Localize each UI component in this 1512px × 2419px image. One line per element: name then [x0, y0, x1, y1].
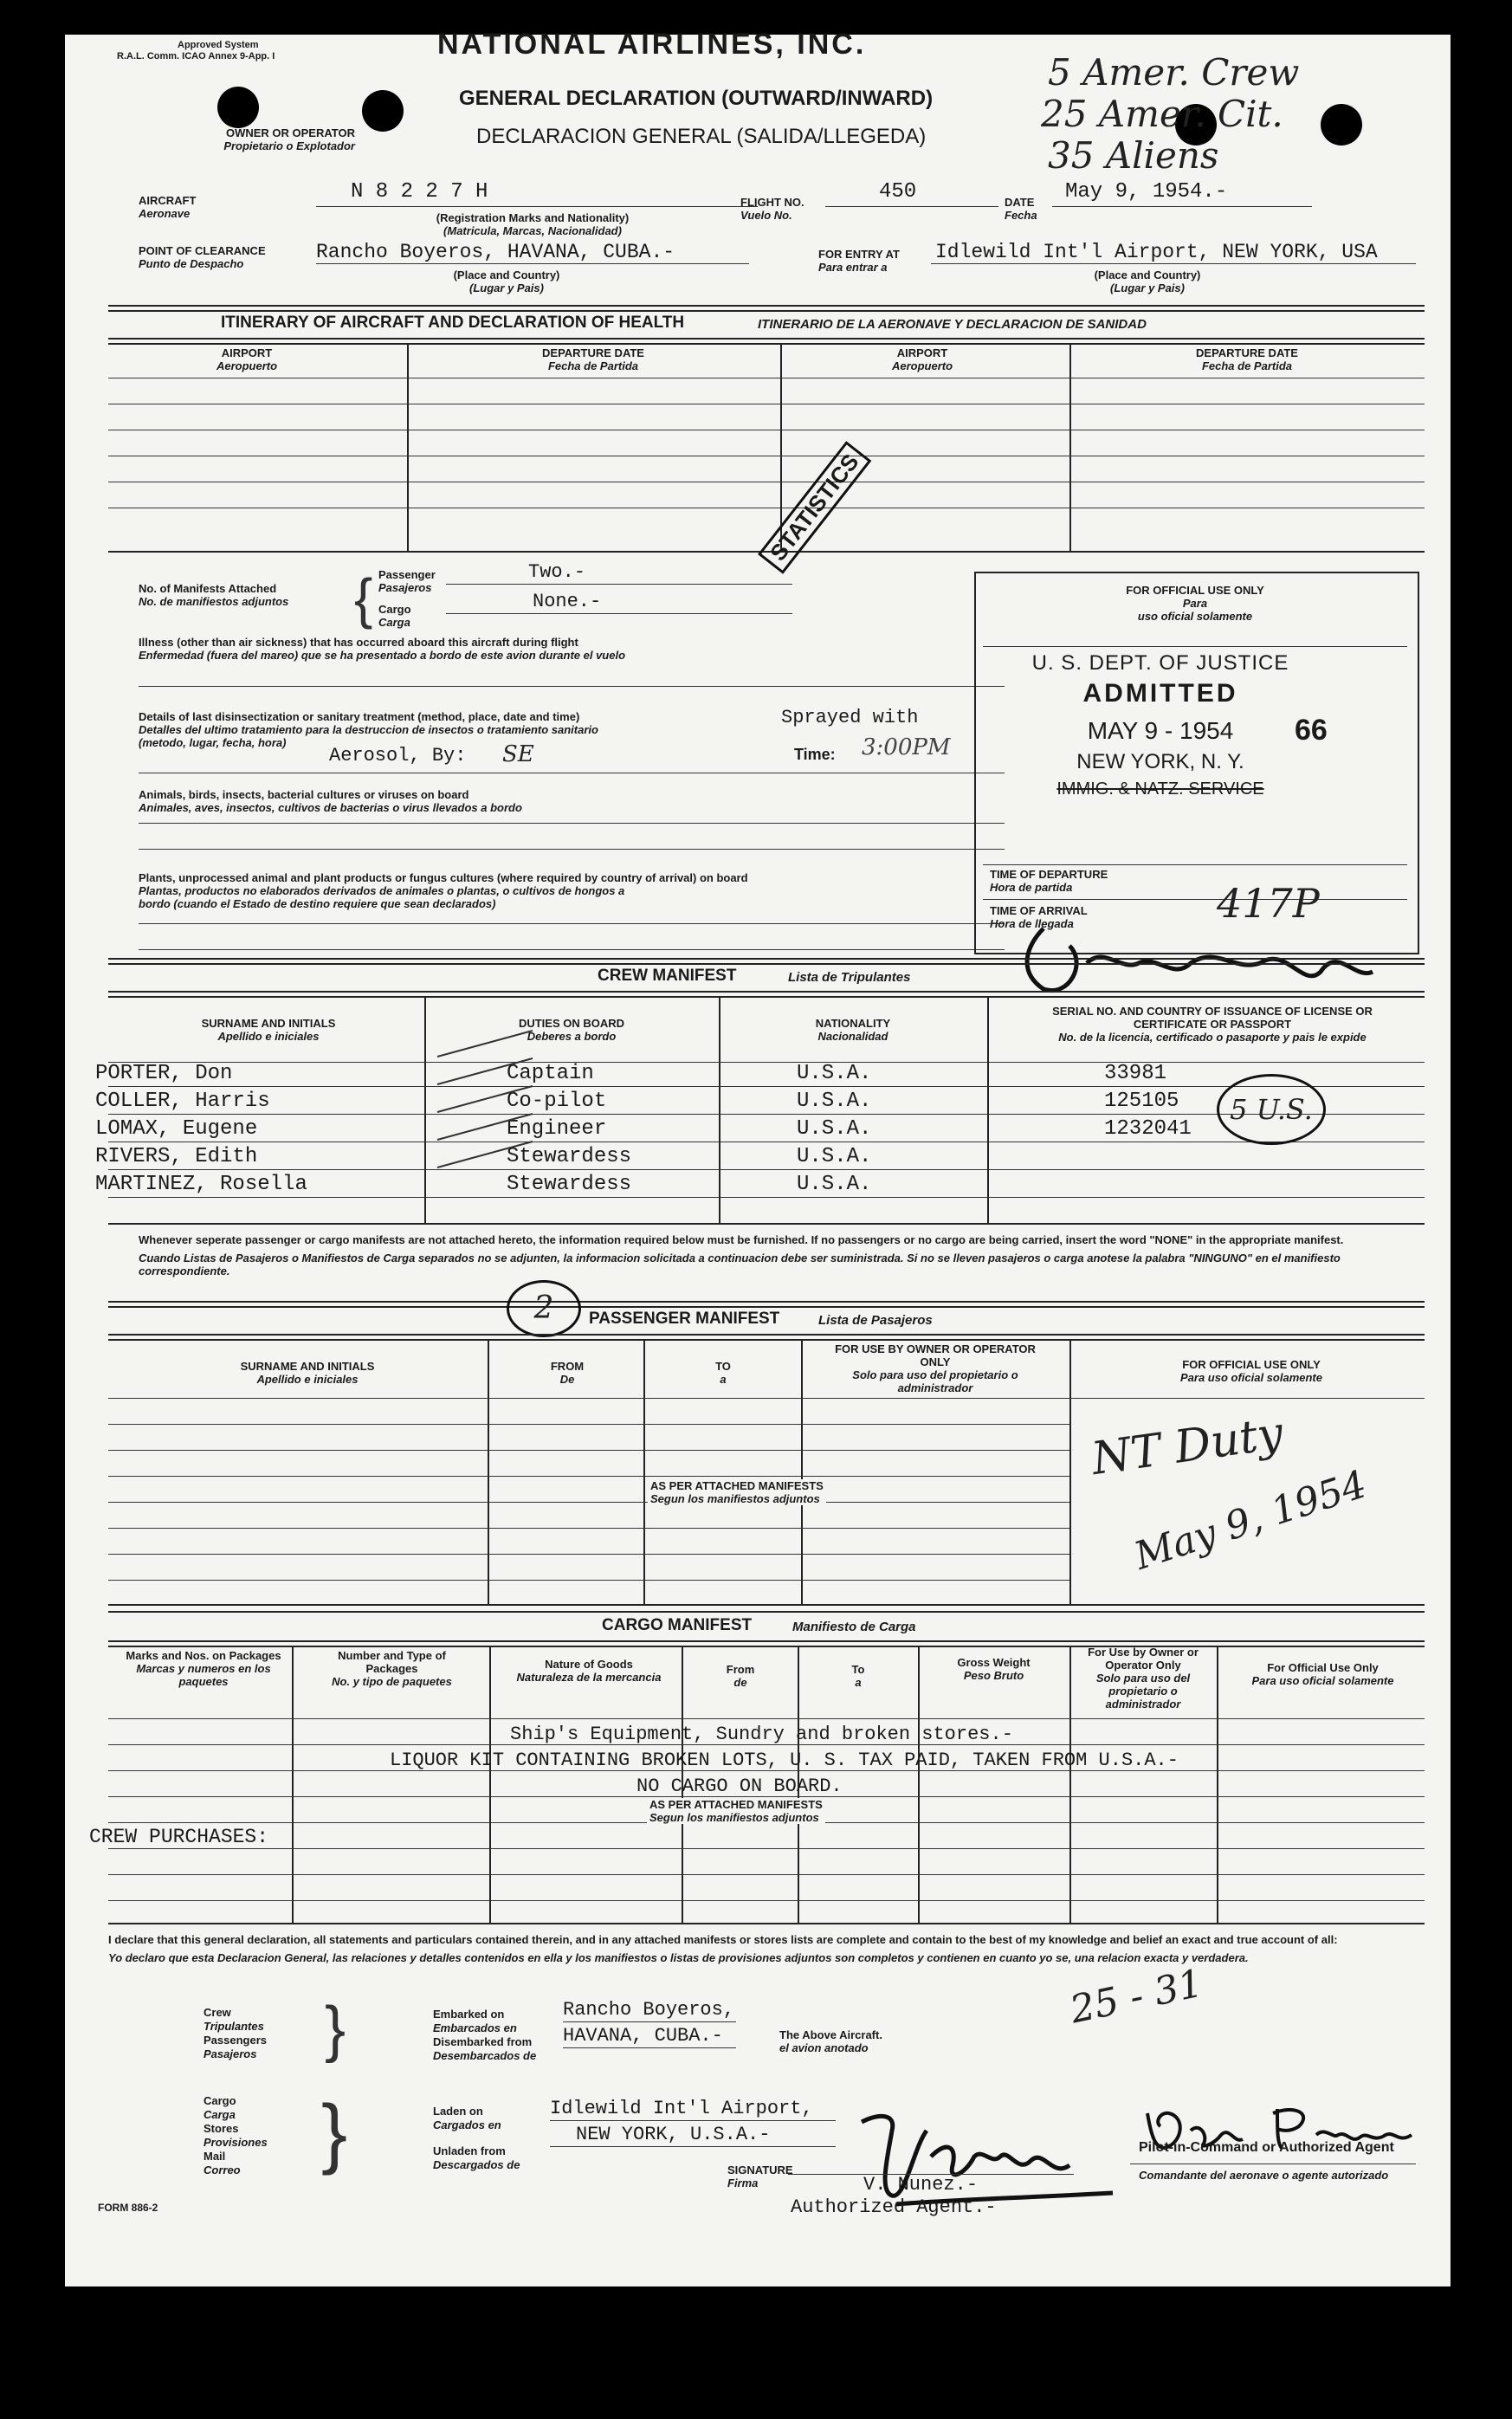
approval-line: Approved System: [178, 40, 259, 50]
col-label-es: a: [720, 1373, 727, 1386]
declaration-en: I declare that this general declaration, all statements and particulars contained therein, and in any attached manifests or stores lists are complete and contain to the best of my knowledge and belief an exact and true account of all:: [108, 1933, 1338, 1946]
crew-purchases: CREW PURCHASES:: [89, 1826, 269, 1848]
statistics-stamp: STATISTICS: [758, 441, 871, 573]
disinsect-method: Aerosol, By:: [329, 745, 467, 766]
passenger-label-en: Passenger: [378, 568, 436, 581]
punch-hole: [217, 87, 259, 128]
registration-note-en: (Registration Marks and Nationality): [436, 211, 630, 224]
annotation-line: 5 Amer. Crew: [1048, 51, 1300, 94]
official-duty-note: NT Duty: [1088, 1407, 1287, 1486]
crew-duty: Captain: [507, 1062, 594, 1085]
crew-check-marks: [429, 1022, 550, 1178]
itinerary-heading-es: ITINERARIO DE LA AERONAVE Y DECLARACION DE SANIDAD: [758, 317, 1147, 332]
cargo-label-en: Cargo: [378, 603, 411, 616]
departure-label-es: Hora de partida: [990, 881, 1073, 894]
crew-name: MARTINEZ, Rosella: [95, 1173, 307, 1196]
passenger-manifests-value: Two.-: [528, 561, 586, 583]
owner-label-en: OWNER OR OPERATOR: [225, 126, 355, 139]
pilot-label: Pilot-in-Command or Authorized Agent: [1139, 2140, 1394, 2155]
col-label: AIRPORT: [896, 346, 948, 359]
manifests-label-en: No. of Manifests Attached: [139, 582, 277, 595]
company-name: NATIONAL AIRLINES, INC.: [437, 28, 867, 61]
passenger-attached-note: [648, 1479, 826, 1505]
col-label: TO: [715, 1360, 731, 1373]
cargo-heading: CARGO MANIFEST: [602, 1616, 753, 1634]
laden-line: NEW YORK, U.S.A.-: [576, 2124, 771, 2145]
clearance-label-en: POINT OF CLEARANCE: [139, 244, 266, 257]
group-label: Carga: [204, 2108, 236, 2121]
col-label: DEPARTURE DATE: [1196, 346, 1298, 359]
pass-col-to: [680, 1360, 766, 1386]
disinsect-by: SE: [502, 741, 534, 767]
disinsect-value: Sprayed with: [781, 707, 919, 728]
animals-label: [139, 788, 522, 814]
flight-no-value: 450: [879, 180, 917, 204]
col-label-es: Fecha de Partida: [547, 359, 639, 372]
illness-label-en: Illness (other than air sickness) that has occurred aboard this aircraft during flight: [139, 636, 578, 649]
col-label-es: Solo para uso del propietario o administrador: [1095, 1672, 1191, 1711]
signature-label: [727, 2164, 793, 2189]
itin-col-departure-2: [1169, 346, 1325, 372]
embarked-es: Embarcados en: [433, 2021, 517, 2034]
official-heading-en: FOR OFFICIAL USE ONLY: [1126, 584, 1264, 597]
owner-label: [117, 126, 355, 152]
aircraft-label-en: AIRCRAFT: [139, 194, 197, 207]
arrival-value: 417P: [1217, 880, 1320, 927]
departure-label: [990, 868, 1108, 894]
animals-label-en: Animals, birds, insects, bacterial cultures or viruses on board: [139, 788, 469, 801]
col-label-es: Apellido e iniciales: [217, 1030, 320, 1043]
signature-label-en: SIGNATURE: [727, 2164, 793, 2176]
col-label: DUTIES ON BOARD: [518, 1017, 625, 1030]
brace-icon: }: [321, 2090, 348, 2176]
laden-es: Cargados en: [433, 2118, 501, 2131]
col-label-es: Para uso oficial solamente: [1179, 1371, 1322, 1384]
pass-col-owner: [827, 1342, 1044, 1394]
departure-label-en: TIME OF DEPARTURE: [990, 868, 1108, 881]
aircraft-value: N 8 2 2 7 H: [351, 180, 488, 204]
pilot-label-es: Comandante del aeronave o agente autorizado: [1139, 2169, 1389, 2182]
above-aircraft: [779, 2028, 882, 2054]
crew-name: LOMAX, Eugene: [95, 1117, 258, 1141]
cargo-col-weight: [931, 1656, 1056, 1682]
col-label-es: Naturaleza de la mercancia: [516, 1671, 662, 1684]
declaration-text: [108, 1933, 1416, 1964]
attached-es: Segun los manifiestos adjuntos: [649, 1811, 819, 1824]
embarked-value: [563, 1997, 734, 2049]
disembarked-es: Desembarcados de: [433, 2049, 537, 2062]
col-label: SERIAL NO. AND COUNTRY OF ISSUANCE OF LICENSE OR CERTIFICATE OR PASSPORT: [1052, 1005, 1373, 1031]
manifests-label: [139, 582, 288, 608]
col-label-es: a: [855, 1676, 862, 1689]
attached-en: AS PER ATTACHED MANIFESTS: [650, 1479, 824, 1492]
above-aircraft-es: el avion anotado: [779, 2041, 869, 2054]
admitted-stamp: [1018, 651, 1303, 799]
plants-label-en: Plants, unprocessed animal and plant products or fungus cultures (where required by country of arrival) on board: [139, 871, 748, 884]
cargo-line-1: Ship's Equipment, Sundry and broken stores.-: [510, 1724, 1013, 1745]
col-label-es: Aeropuerto: [891, 359, 953, 372]
passenger-label: [378, 568, 436, 594]
aircraft-label-es: Aeronave: [139, 207, 191, 220]
time-label: Time:: [794, 746, 836, 763]
owner-label-es: Propietario o Explotador: [223, 139, 355, 152]
cargo-col-marks: [121, 1649, 286, 1688]
entry-label-es: Para entrar a: [818, 261, 888, 274]
flight-no-label-en: FLIGHT NO.: [740, 196, 804, 209]
aircraft-label: [139, 194, 196, 220]
itin-col-airport-2: [870, 346, 974, 372]
form-title-es: DECLARACION GENERAL (SALIDA/LLEGEDA): [476, 125, 927, 148]
flight-no-label: [740, 196, 804, 222]
col-label: Nature of Goods: [545, 1658, 633, 1671]
date-label: [1005, 196, 1037, 222]
form-title: GENERAL DECLARATION (OUTWARD/INWARD): [459, 87, 934, 110]
laden-value: [550, 2096, 813, 2148]
place-note-en: (Place and Country): [453, 268, 560, 281]
attached-en: AS PER ATTACHED MANIFESTS: [649, 1798, 823, 1811]
place-note: [411, 268, 602, 294]
col-label: Gross Weight: [957, 1656, 1031, 1669]
punch-hole: [1321, 104, 1362, 146]
col-label-es: de: [733, 1676, 747, 1689]
cargo-stores-group: [204, 2094, 268, 2177]
pass-col-official: [1121, 1358, 1381, 1384]
col-label: FROM: [550, 1360, 585, 1373]
col-label: AIRPORT: [221, 346, 273, 359]
laden-line: Idlewild Int'l Airport,: [550, 2098, 813, 2119]
clearance-label-es: Punto de Despacho: [139, 257, 244, 270]
place-note-en: (Place and Country): [1094, 268, 1201, 281]
itin-col-departure: [515, 346, 671, 372]
crew-serial: 125105: [1104, 1090, 1179, 1113]
entry-label-en: FOR ENTRY AT: [818, 248, 900, 261]
stamp-dept: U. S. DEPT. OF JUSTICE: [1031, 651, 1289, 675]
col-label-es: Solo para uso del propietario o administrador: [852, 1368, 1018, 1394]
col-label-es: Apellido e iniciales: [256, 1373, 359, 1386]
embarked-line: Rancho Boyeros,: [563, 1999, 735, 2021]
embarked-labels: [433, 2008, 536, 2063]
col-label: For Use by Owner or Operator Only: [1088, 1646, 1199, 1672]
crew-duty: Engineer: [507, 1117, 607, 1141]
registration-note: [351, 211, 714, 237]
signature-label-es: Firma: [727, 2176, 759, 2189]
itin-col-airport: [195, 346, 299, 372]
plants-label-es: Plantas, productos no elaborados derivados de animales o plantas, o cultivos de hongos a: [139, 884, 625, 897]
col-label: FOR OFFICIAL USE ONLY: [1182, 1358, 1321, 1371]
crew-heading: CREW MANIFEST: [598, 967, 737, 985]
clearance-label: [139, 244, 266, 270]
crew-nationality: U.S.A.: [797, 1145, 872, 1168]
group-label: Cargo: [204, 2094, 236, 2107]
punch-hole: [362, 90, 404, 132]
embarked-en: Embarked on: [433, 2008, 505, 2021]
cargo-col-owner: [1078, 1646, 1208, 1711]
cargo-line-2: LIQUOR KIT CONTAINING BROKEN LOTS, U. S. TAX PAID, TAKEN FROM U.S.A.-: [390, 1750, 1179, 1771]
official-heading-es: Para: [1182, 597, 1208, 610]
illness-label-es: Enfermedad (fuera del mareo) que se ha presentado a bordo de este avion durante el vuelo: [139, 649, 626, 662]
cargo-col-official: [1230, 1661, 1416, 1687]
group-label: Stores: [204, 2122, 239, 2135]
unladen-en: Unladen from: [433, 2144, 506, 2157]
stamp-date: MAY 9 - 1954: [1087, 717, 1234, 744]
col-label: From: [726, 1663, 755, 1676]
col-label-es: No. de la licencia, certificado o pasaporte y pais le expide: [1058, 1031, 1367, 1044]
crew-nationality: U.S.A.: [797, 1062, 872, 1085]
cargo-col-packages: [316, 1649, 468, 1688]
col-label-es: Aeropuerto: [216, 359, 278, 372]
crew-col-name: [160, 1017, 377, 1043]
plants-label: [139, 871, 748, 910]
illness-label: [139, 636, 625, 662]
col-label: DEPARTURE DATE: [542, 346, 644, 359]
disembarked-en: Disembarked from: [433, 2035, 533, 2048]
handwritten-number: 25 - 31: [1066, 1961, 1207, 2033]
unladen-es: Descargados de: [433, 2158, 520, 2171]
cargo-label-es: Carga: [378, 616, 410, 629]
col-label-es: De: [559, 1373, 575, 1386]
stamp-admitted: ADMITTED: [1082, 679, 1238, 708]
above-aircraft-en: The Above Aircraft.: [779, 2028, 882, 2041]
flight-no-label-es: Vuelo No.: [740, 209, 792, 222]
signatory-name: V. Nunez.-: [863, 2174, 979, 2196]
crew-note-es: Cuando Listas de Pasajeros o Manifiestos de Carga separados no se adjunten, la informacion solicitada a continuacion debe ser suministrada. Si no se lleven pasajeros o carga anotese la palabra "NINGUNO" en el manifiesto correspondiente.: [139, 1252, 1341, 1277]
cargo-attached-note: [647, 1798, 825, 1824]
laden-labels: [433, 2105, 520, 2172]
crew-note: [139, 1233, 1403, 1277]
approval-line: R.A.L. Comm. ICAO Annex 9-App. I: [117, 51, 275, 61]
circled-crew-note: 5 U.S.: [1217, 1074, 1326, 1145]
pass-col-name: [195, 1360, 420, 1386]
crew-col-nationality: [775, 1017, 931, 1043]
cargo-col-to: [815, 1663, 901, 1689]
group-label: Correo: [204, 2164, 241, 2176]
brace-icon: {: [354, 567, 373, 630]
entry-label: [818, 248, 900, 274]
stamp-number: 66: [1295, 714, 1328, 747]
animals-label-es: Animales, aves, insectos, cultivos de bacterias o virus llevados a bordo: [139, 801, 522, 814]
place-note-entry: [1052, 268, 1243, 294]
crew-note-en: Whenever seperate passenger or cargo manifests are not attached hereto, the information required below must be furnished. If no passengers or no cargo are being carried, insert the word "NONE" in the appropriate manifest.: [139, 1233, 1344, 1246]
crew-duty: Stewardess: [507, 1173, 632, 1196]
official-heading-es2: uso oficial solamente: [1137, 610, 1253, 623]
stamp-service: IMMIG. & NATZ. SERVICE: [1056, 779, 1264, 799]
itinerary-heading: ITINERARY OF AIRCRAFT AND DECLARATION OF HEALTH: [221, 314, 685, 332]
pass-col-from: [524, 1360, 611, 1386]
laden-en: Laden on: [433, 2105, 483, 2118]
col-label: For Official Use Only: [1267, 1661, 1379, 1674]
date-label-en: DATE: [1005, 196, 1035, 209]
col-label: SURNAME AND INITIALS: [240, 1360, 375, 1373]
crew-passengers-group: [204, 2006, 267, 2061]
group-label: Provisiones: [204, 2136, 268, 2149]
pilot-signature: [1139, 2096, 1425, 2165]
col-label-es: No. y tipo de paquetes: [332, 1675, 452, 1688]
place-note-es: (Lugar y Pais): [1110, 281, 1185, 294]
group-label: Tripulantes: [204, 2020, 264, 2033]
col-label: Number and Type of Packages: [338, 1649, 446, 1675]
declaration-es: Yo declaro que esta Declaracion General, las relaciones y detalles contenidos en ella y los manifiestos o listas de provisiones adjuntos son completos y contienen en cuanto yo se, una relacion exacta y verdadera.: [108, 1951, 1249, 1964]
annotation-line: 35 Aliens: [1048, 134, 1219, 177]
registration-note-es: (Matricula, Marcas, Nacionalidad): [443, 224, 622, 237]
entry-value: Idlewild Int'l Airport, NEW YORK, USA: [935, 241, 1378, 263]
crew-nationality: U.S.A.: [797, 1173, 872, 1196]
stamp-city: NEW YORK, N. Y.: [1076, 750, 1244, 773]
cargo-manifests-value: None.-: [533, 591, 602, 612]
time-value: 3:00PM: [862, 734, 951, 760]
crew-nationality: U.S.A.: [797, 1117, 872, 1141]
col-label: Marks and Nos. on Packages: [126, 1649, 281, 1662]
circled-passenger-count: 2: [507, 1280, 581, 1337]
cargo-col-from: [697, 1663, 784, 1689]
crew-duty: Stewardess: [507, 1145, 632, 1168]
embarked-line: HAVANA, CUBA.-: [563, 2025, 723, 2047]
col-label-es: Para uso oficial solamente: [1251, 1674, 1394, 1687]
disinsect-label-es2: (metodo, lugar, fecha, hora): [139, 736, 287, 749]
brace-icon: }: [325, 1995, 346, 2064]
crew-name: COLLER, Harris: [95, 1090, 270, 1113]
crew-nationality: U.S.A.: [797, 1090, 872, 1113]
col-label-es: Marcas y numeros en los paquetes: [136, 1662, 271, 1688]
disinsect-label-es: Detalles del ultimo tratamiento para la destruccion de insectos o tratamiento sanitario: [139, 723, 598, 736]
form-number: FORM 886-2: [98, 2202, 158, 2214]
passenger-label-es: Pasajeros: [378, 581, 432, 594]
clearance-value: Rancho Boyeros, HAVANA, CUBA.-: [316, 241, 675, 263]
group-label: Mail: [204, 2150, 226, 2163]
crew-serial: 33981: [1104, 1062, 1167, 1085]
crew-name: PORTER, Don: [95, 1062, 233, 1085]
date-value: May 9, 1954.-: [1065, 180, 1228, 204]
crew-name: RIVERS, Edith: [95, 1145, 258, 1168]
plants-label-es2: bordo (cuando el Estado de destino requiere que sean declarados): [139, 897, 496, 910]
date-label-es: Fecha: [1005, 209, 1037, 222]
signatory-title: Authorized Agent.-: [791, 2196, 997, 2218]
col-label-es: Fecha de Partida: [1201, 359, 1293, 372]
cargo-line-3: NO CARGO ON BOARD.: [636, 1775, 843, 1797]
approval-note: [117, 40, 275, 62]
official-heading: [1061, 584, 1329, 623]
crew-heading-es: Lista de Tripulantes: [788, 970, 911, 985]
handwritten-annotation: [1041, 51, 1300, 177]
group-label: Passengers: [204, 2034, 267, 2047]
crew-col-serial: [1048, 1005, 1377, 1044]
col-label-es: Nacionalidad: [817, 1030, 888, 1043]
col-label: SURNAME AND INITIALS: [201, 1017, 336, 1030]
disinsect-label-en: Details of last disinsectization or sanitary treatment (method, place, date and time): [139, 710, 580, 723]
col-label-es: Peso Bruto: [963, 1669, 1024, 1682]
place-note-es: (Lugar y Pais): [469, 281, 544, 294]
passenger-heading-es: Lista de Pasajeros: [818, 1313, 933, 1328]
attached-es: Segun los manifiestos adjuntos: [650, 1492, 820, 1505]
col-label: To: [851, 1663, 865, 1676]
crew-serial: 1232041: [1104, 1117, 1192, 1141]
cargo-col-nature: [507, 1658, 671, 1684]
col-label: NATIONALITY: [815, 1017, 891, 1030]
passenger-heading: PASSENGER MANIFEST: [589, 1310, 780, 1328]
arrival-label-en: TIME OF ARRIVAL: [990, 904, 1088, 917]
col-label-es: Deberes a bordo: [527, 1030, 617, 1043]
col-label: FOR USE BY OWNER OR OPERATOR ONLY: [835, 1342, 1036, 1368]
group-label: Crew: [204, 2006, 231, 2019]
group-label: Pasajeros: [204, 2047, 257, 2060]
official-duty-date: May 9, 1954: [1128, 1462, 1373, 1579]
annotation-line: 25 Amer. Cit.: [1041, 93, 1283, 135]
declaration-form: [65, 28, 1451, 2286]
cargo-heading-es: Manifiesto de Carga: [792, 1620, 916, 1634]
cargo-label: [378, 603, 411, 629]
crew-duty: Co-pilot: [507, 1090, 607, 1113]
arrival-label-es: Hora de llegada: [990, 917, 1074, 930]
manifests-label-es: No. de manifiestos adjuntos: [139, 595, 289, 608]
